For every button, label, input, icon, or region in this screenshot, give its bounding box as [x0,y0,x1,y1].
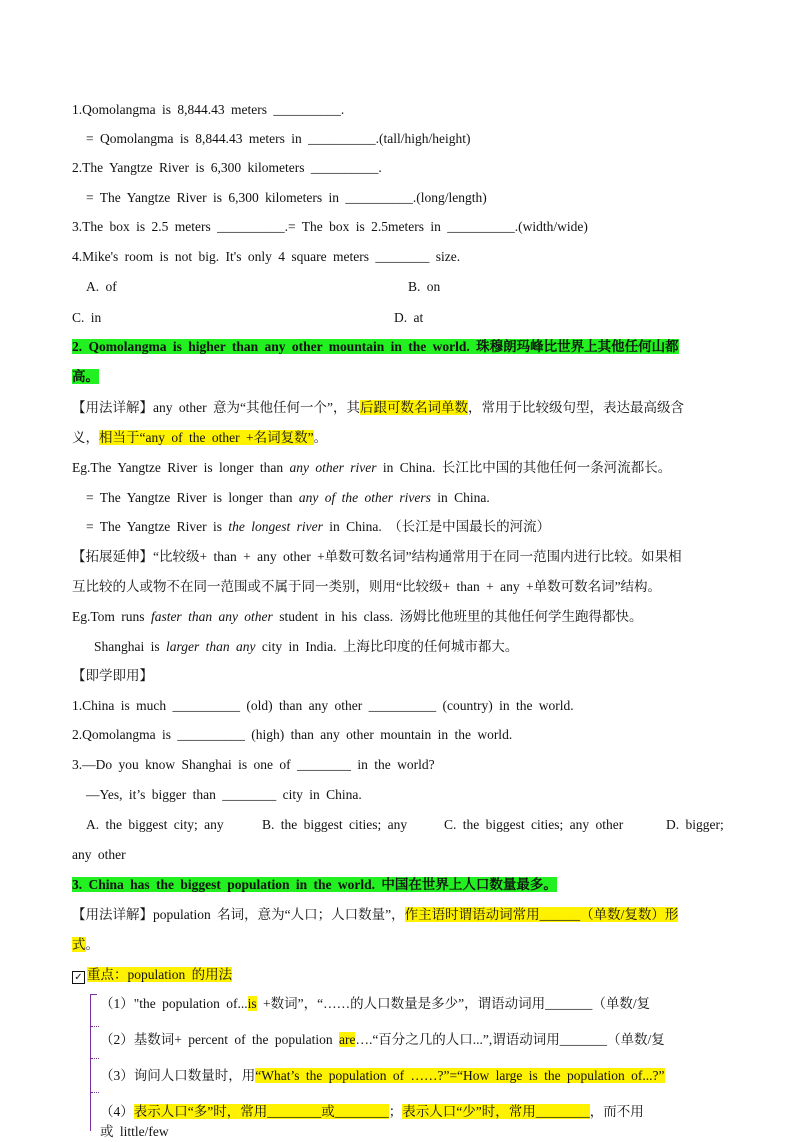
extension-line-2: 互比较的人或物不在同一范围或不属于同一类别，则用“比较级+ than + any +单数可数名词”结构。 [72,579,662,594]
option-c: C. in [72,310,102,325]
exercise-line-4: 4.Mike's room is not big. It's only 4 square meters ________ size. [72,249,461,264]
exercise-line-1b: = Qomolangma is 8,844.43 meters in __________.(tall/high/height) [86,131,471,146]
example-line-2: = The Yangtze River is longer than any of the other rivers in China. [86,490,490,505]
example-line-3: = The Yangtze River is the longest river in China. （长江是中国最长的河流） [86,519,551,534]
usage-detail-line-1: 【用法详解】any other 意为“其他任何一个”，其后跟可数名词单数，常用于比较级句型，表达最高级含 [72,400,684,415]
exercise-line-2: 2.The Yangtze River is 6,300 kilometers __________. [72,160,382,175]
practice-label: 【即学即用】 [72,668,153,683]
exercise-line-2b: = The Yangtze River is 6,300 kilometers in __________.(long/length) [86,190,487,205]
example-line-1: Eg.The Yangtze River is longer than any other river in China. 长江比中国的其他任何一条河流都长。 [72,460,672,475]
extension-line-1: 【拓展延伸】“比较级+ than + any other +单数可数名词”结构通常用于在同一范围内进行比较。如果相 [72,549,682,564]
exercise-line-3: 3.The box is 2.5 meters __________.= The box is 2.5meters in __________.(width/wide) [72,219,588,234]
key-point-3: （3）询问人口数量时，用“What’s the population of ……?”=“How large is the population of...?” [100,1068,665,1083]
practice-line-3: 3.—Do you know Shanghai is one of ________ in the world? [72,757,435,772]
practice-option-a: A. the biggest city; any [86,817,224,832]
option-b: B. on [408,279,441,294]
option-d: D. at [394,310,424,325]
practice-line-1: 1.China is much __________ (old) than any other __________ (country) in the world. [72,698,574,713]
exercise-line-1: 1.Qomolangma is 8,844.43 meters __________. [72,102,345,117]
option-a: A. of [86,279,117,294]
usage-detail-line-2: 义，相当于“any of the other +名词复数”。 [72,430,328,445]
practice-option-b: B. the biggest cities; any [262,817,408,832]
key-point-1: （1）"the population of...is +数词”，“……的人口数量是多少”，谓语动词用_______（单数/复 [100,996,651,1011]
key-point-4: （4）表示人口“多”时，常用________或________；表示人口“少”时，常用________，而不用 [100,1104,644,1119]
practice-option-d: D. bigger; [666,817,724,832]
usage-detail-3-line-1: 【用法详解】population 名词，意为“人口；人口数量”，作主语时谓语动词常用______（单数/复数）形 [72,907,679,922]
bracket-tick [91,1058,99,1059]
practice-option-d-cont: any other [72,847,126,862]
key-point-heading: ✓ 重点：population 的用法 [72,965,732,985]
example-line-5: Shanghai is larger than any city in India. 上海比印度的任何城市都大。 [94,639,519,654]
section-3-heading: 3. China has the biggest population in the world. 中国在世界上人口数量最多。 [72,877,557,892]
section-2-heading-cont: 高。 [72,369,99,384]
bracket-tick [91,1026,99,1027]
practice-option-c: C. the biggest cities; any other [444,817,624,832]
bracket-decoration [90,994,97,1131]
key-point-4-cont: 或 little/few [100,1124,169,1139]
practice-line-2: 2.Qomolangma is __________ (high) than any other mountain in the world. [72,727,513,742]
bracket-tick [91,1092,99,1093]
section-2-heading: 2. Qomolangma is higher than any other mountain in the world. 珠穆朗玛峰比世界上其他任何山都 [72,339,679,354]
key-point-2: （2）基数词+ percent of the population are….“百分之几的人口...”,谓语动词用_______（单数/复 [100,1032,665,1047]
example-line-4: Eg.Tom runs faster than any other student in his class. 汤姆比他班里的其他任何学生跑得都快。 [72,609,643,624]
check-box-icon: ✓ [72,971,85,984]
practice-line-4: —Yes, it’s bigger than ________ city in China. [86,787,362,802]
usage-detail-3-line-2: 式。 [72,937,99,952]
